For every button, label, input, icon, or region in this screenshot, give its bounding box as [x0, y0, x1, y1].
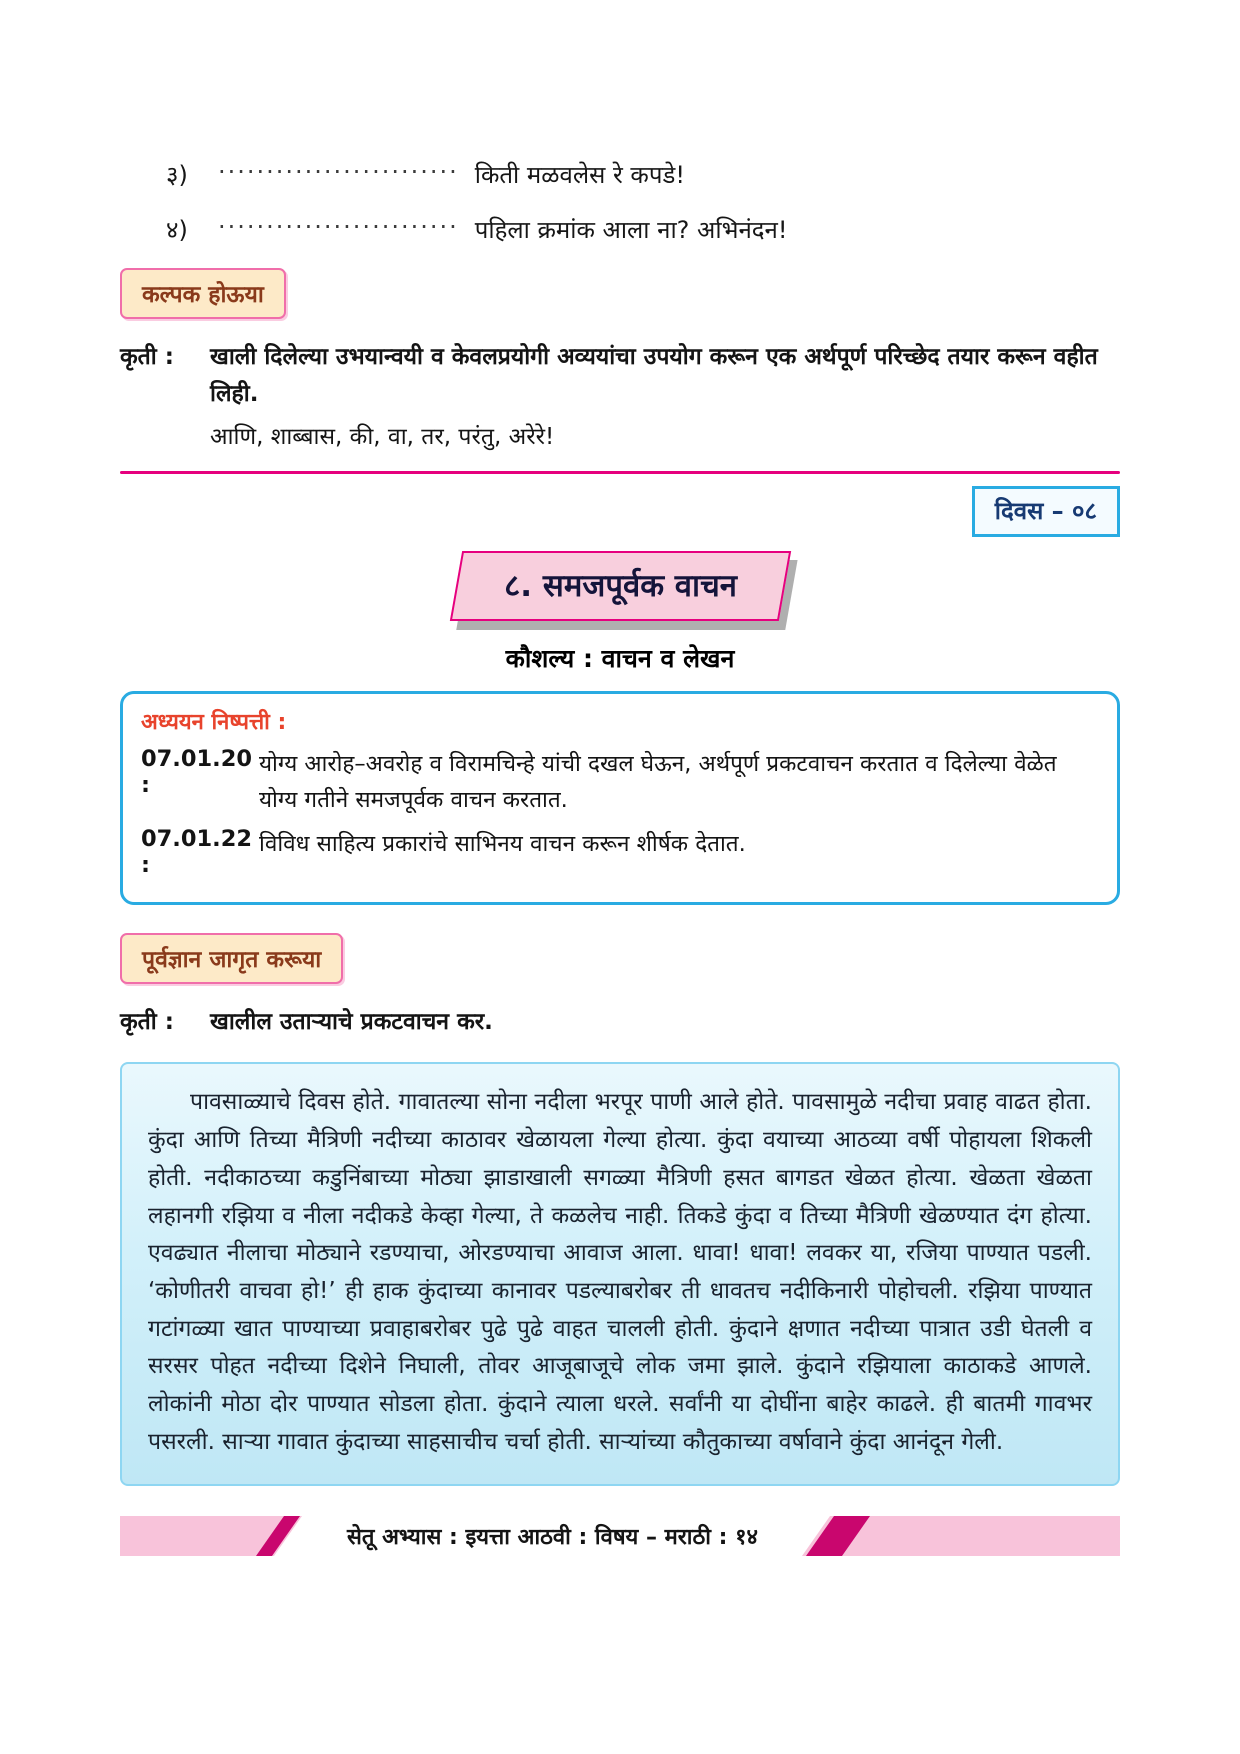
- conjunction-words: आणि, शाब्बास, की, वा, तर, परंतु, अरेरे!: [210, 423, 555, 450]
- footer-banner: [120, 1516, 1120, 1556]
- passage-text: पावसाळ्याचे दिवस होते. गावातल्या सोना नदीला भरपूर पाणी आले होते. पावसामुळे नदीचा प्रवाह वाढत होता. कुंदा आणि तिच्या मैत्रिणी नदीच्या काठावर खेळायला गेल्या होत्या. कुंदा वयाच्या आठव्या वर्षी पोहायला शिकली होती. नदीकाठच्या कडुनिंबाच्या मोठ्या झाडाखाली सगळ्या मैत्रिणी हसत बागडत खेळत होत्या. खेळता खेळता लहानगी रझिया व नीला नदीकडे केव्हा गेल्या, ते कळलेच नाही. तिकडे कुंदा व तिच्या मैत्रिणी खेळण्यात दंग होत्या. एवढ्यात नीलाचा मोठ्याने रडण्याचा, ओरडण्याचा आवाज आला. धावा! धावा! लवकर या, रजिया पाण्यात पडली. ‘कोणीतरी वाचवा हो!’ ही हाक कुंदाच्या कानावर पडल्याबरोबर ती धावतच नदीकिनारी पोहोचली. रझिया पाण्यात गटांगळ्या खात पाण्याच्या प्रवाहाबरोबर पुढे पुढे वाहत चालली होती. कुंदाने क्षणात नदीच्या पात्रात उडी घेतली व सरसर पोहत नदीच्या दिशेने निघाली, तोवर आजूबाजूचे लोक जमा झाले. कुंदाने रझियाला काठाकडे आणले. लोकांनी मोठा दोर पाण्यात सोडला होता. कुंदाने त्याला धरले. सर्वांनी या दोघींना बाहेर काढले. ही बातमी गावभर पसरली. साऱ्या गावात कुंदाच्या साहसाचीच चर्चा होती. साऱ्यांच्या कौतुकाच्या वर्षावाने कुंदा आनंदून गेली.: [148, 1089, 1092, 1455]
- exercise-item: [120, 213, 1120, 246]
- item-text: किती मळवलेस रे कपडे!: [474, 161, 685, 189]
- activity-1: [120, 339, 1120, 413]
- outcome-text: योग्य आरोह–अवरोह व विरामचिन्हे यांची दखल घेऊन, अर्थपूर्ण प्रकटवाचन करतात व दिलेल्या वेळेत योग्य गतीने समजपूर्वक वाचन करतात.: [259, 750, 1057, 813]
- outcome-code: 07.01.20 :: [141, 745, 253, 798]
- kalpak-section-row: [120, 268, 1120, 319]
- lesson-title-box: [449, 551, 790, 621]
- activity-instruction: खालील उताऱ्याचे प्रकटवाचन कर.: [210, 1008, 493, 1035]
- activity-label: कृती :: [120, 1008, 174, 1035]
- footer-plate: [274, 1516, 830, 1556]
- outcomes-heading: अध्ययन निष्पत्ती :: [141, 709, 287, 735]
- purvadnyan-section-row: [120, 933, 1120, 984]
- item-number: ३): [166, 161, 188, 189]
- dotted-blank: ·························: [218, 213, 459, 241]
- activity-2: [120, 1004, 1120, 1041]
- learning-outcomes-box: [120, 691, 1120, 905]
- skill-subtitle: कौशल्य : वाचन व लेखन: [505, 643, 735, 673]
- outcome-row: [141, 746, 1095, 818]
- activity-instruction: खाली दिलेल्या उभयान्वयी व केवलप्रयोगी अव्ययांचा उपयोग करून एक अर्थपूर्ण परिच्छेद तयार करून वहीत लिही.: [210, 344, 1098, 407]
- divider-line: [120, 471, 1120, 474]
- lesson-title-row: [120, 551, 1120, 621]
- lesson-title: ८. समजपूर्वक वाचन: [503, 567, 737, 604]
- outcome-row: [141, 826, 1095, 878]
- item-number: ४): [166, 216, 188, 244]
- section-badge-kalpak: कल्पक होऊया: [120, 268, 286, 319]
- section-badge-purvadnyan: पूर्वज्ञान जागृत करूया: [120, 933, 343, 984]
- outcome-text: विविध साहित्य प्रकारांचे साभिनय वाचन करून शीर्षक देतात.: [259, 830, 746, 857]
- day-badge: दिवस – ०८: [972, 486, 1120, 537]
- passage-box: [120, 1062, 1120, 1485]
- dotted-blank: ·························: [218, 158, 459, 186]
- day-badge-row: [120, 486, 1120, 537]
- footer-text: सेतू अभ्यास : इयत्ता आठवी : विषय – मराठी : १४: [346, 1524, 758, 1550]
- item-text: पहिला क्रमांक आला ना? अभिनंदन!: [474, 216, 788, 244]
- outcome-code: 07.01.22 :: [141, 825, 253, 878]
- activity-label: कृती :: [120, 344, 174, 370]
- exercise-item: [120, 158, 1120, 191]
